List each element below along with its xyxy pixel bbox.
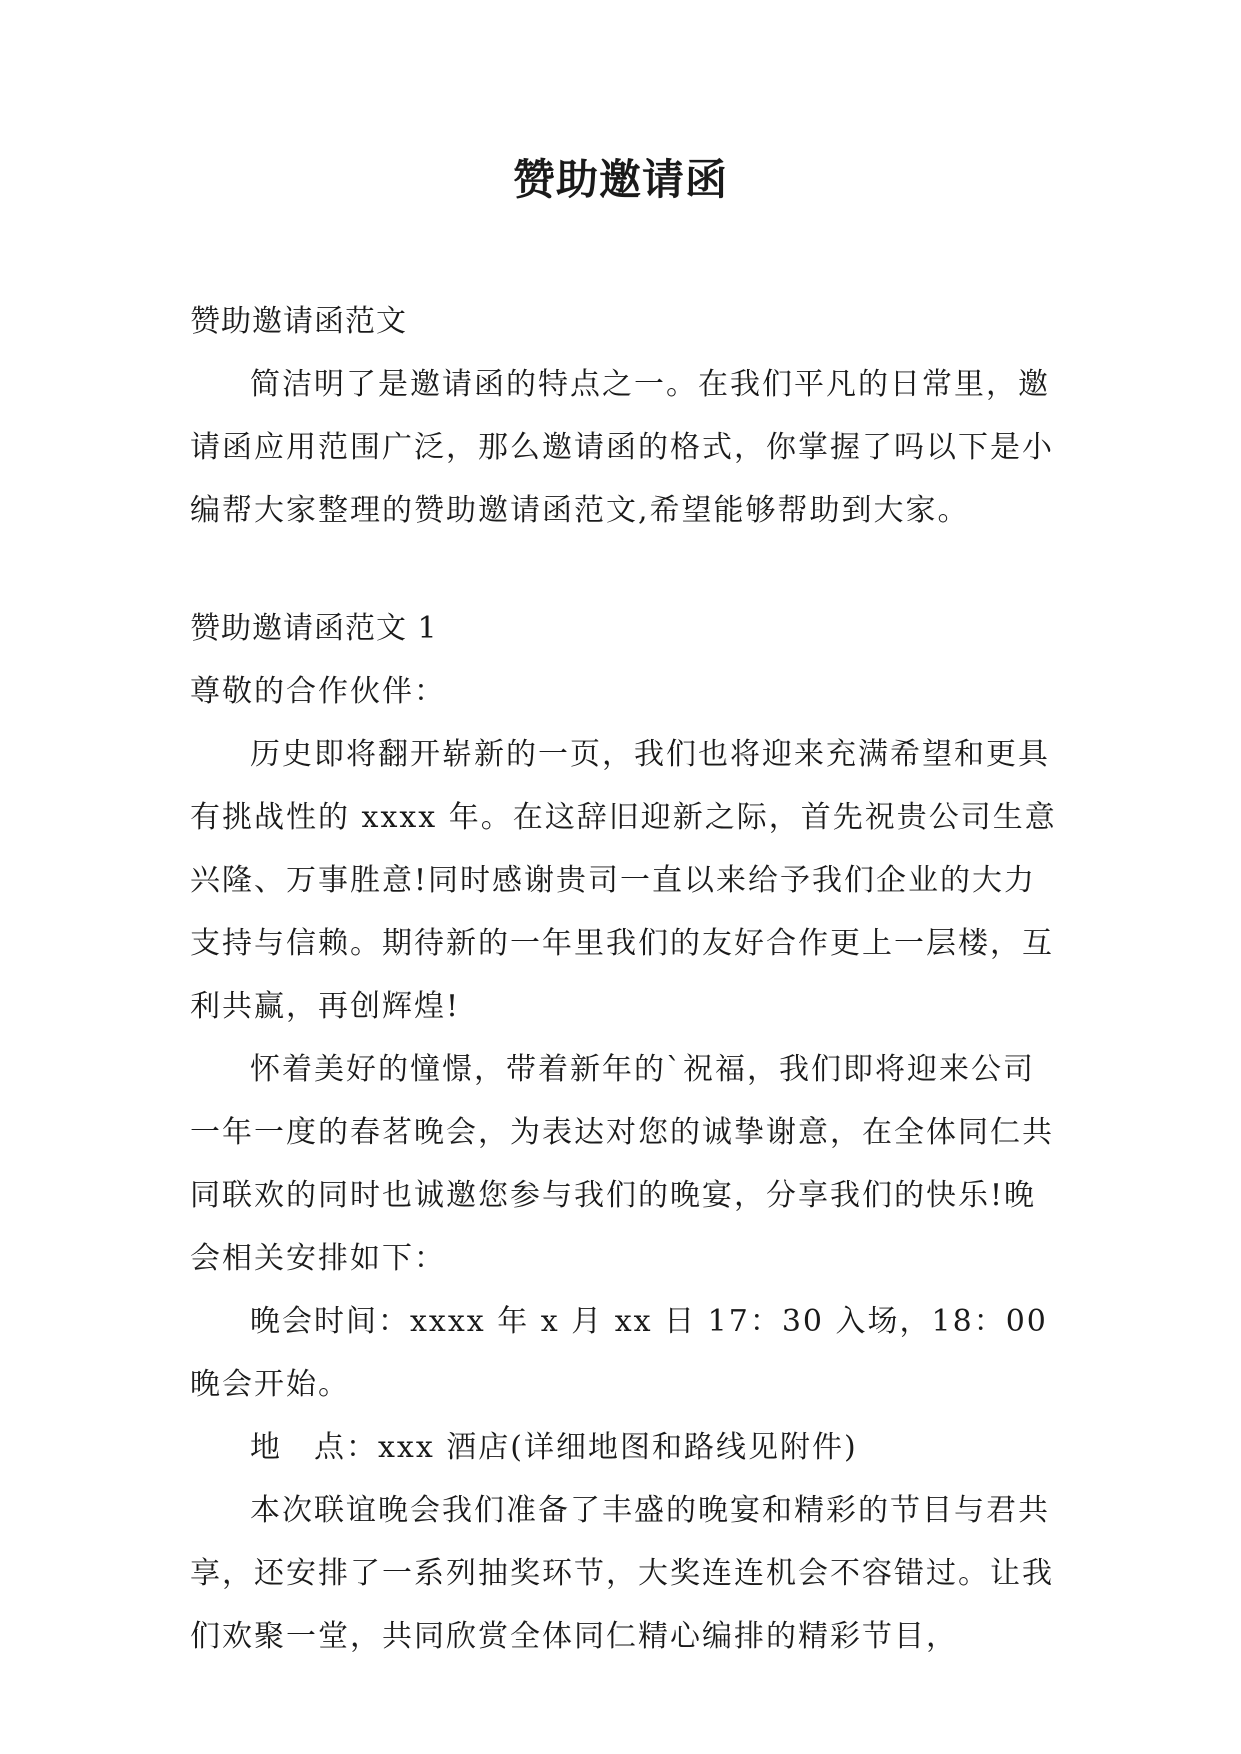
event-time-paragraph: 晚会时间：xxxx 年 x 月 xx 日 17：30 入场，18：00 晚会开始。 [190,1304,1048,1402]
document-title: 赞助邀请函 [512,155,728,204]
body-paragraph: 历史即将翻开崭新的一页，我们也将迎来充满希望和更具有挑战性的 xxxx 年。在这辞旧迎新之际，首先祝贵公司生意兴隆、万事胜意!同时感谢贵司一直以来给予我们企业的大力支持与信赖。期待新的一年里我们的友好合作更上一层楼，互利共赢，再创辉煌! [190,737,1057,1024]
body-paragraph: 本次联谊晚会我们准备了丰盛的晚宴和精彩的节目与君共享，还安排了一系列抽奖环节，大奖连连机会不容错过。让我们欢聚一堂，共同欣赏全体同仁精心编排的精彩节目， [190,1493,1054,1654]
document-subtitle: 赞助邀请函范文 [190,304,407,339]
document-body [190,290,1060,1668]
body-paragraph: 怀着美好的憧憬，带着新年的`祝福，我们即将迎来公司一年一度的春茗晚会，为表达对您的诚挚谢意，在全体同仁共同联欢的同时也诚邀您参与我们的晚宴，分享我们的快乐!晚会相关安排如下： [190,1052,1054,1276]
event-location-paragraph: 地 点：xxx 酒店(详细地图和路线见附件) [250,1430,858,1465]
section-heading: 赞助邀请函范文 1 [190,611,438,646]
intro-paragraph: 简洁明了是邀请函的特点之一。在我们平凡的日常里，邀请函应用范围广泛，那么邀请函的格式，你掌握了吗以下是小编帮大家整理的赞助邀请函范文,希望能够帮助到大家。 [190,367,1054,528]
salutation: 尊敬的合作伙伴： [190,674,446,709]
